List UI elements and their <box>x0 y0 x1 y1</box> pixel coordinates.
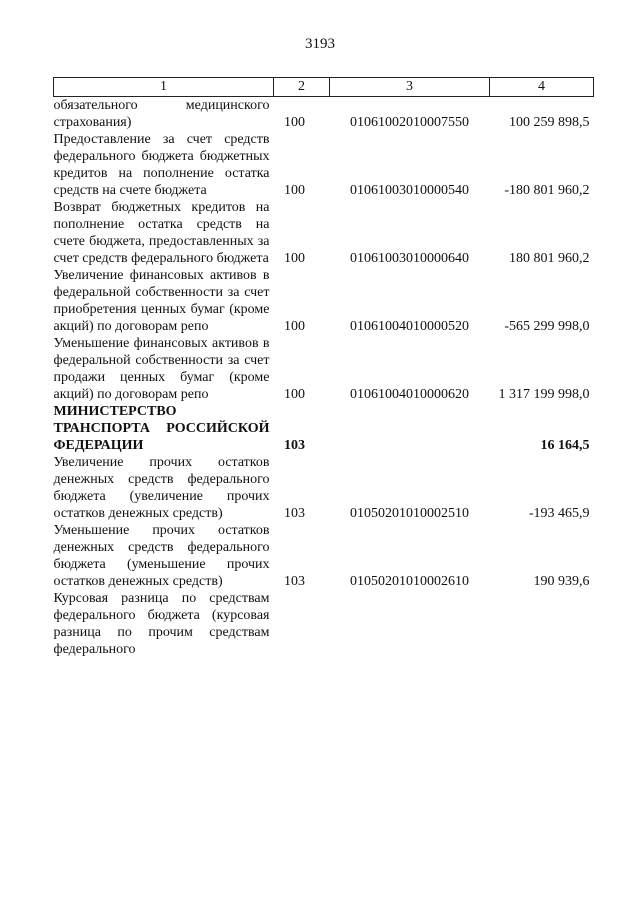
row-code <box>330 590 490 658</box>
table-header-row <box>54 78 594 97</box>
table-row <box>54 454 594 522</box>
row-col2: 100 <box>284 319 305 334</box>
row-col2: 100 <box>284 115 305 130</box>
row-code: 01050201010002610 <box>350 574 469 589</box>
table-row <box>54 267 594 335</box>
row-description: обязательного медицинского страхования) <box>53 98 270 130</box>
ministry-row <box>54 403 594 454</box>
table-row <box>54 199 594 267</box>
row-code: 01061004010000520 <box>350 319 469 334</box>
column-header-4: 4 <box>490 78 594 97</box>
row-amount: 190 939,6 <box>533 574 590 589</box>
row-amount: 180 801 960,2 <box>509 251 590 266</box>
row-code: 01061002010007550 <box>350 115 469 130</box>
page-number: 3193 <box>305 36 335 52</box>
row-description: Курсовая разница по средствам федерального бюджета (курсовая разница по прочим средствам федерального <box>53 591 270 657</box>
ministry-total: 16 164,5 <box>540 438 590 453</box>
column-header-1: 1 <box>54 78 274 97</box>
row-code: 01050201010002510 <box>350 506 469 521</box>
row-amount: -180 801 960,2 <box>504 183 590 198</box>
table-row <box>54 335 594 403</box>
row-description: Увеличение прочих остатков денежных средств федерального бюджета (увеличение прочих остатков денежных средств) <box>53 455 270 521</box>
row-code: 01061004010000620 <box>350 387 469 402</box>
row-amount: 100 259 898,5 <box>509 115 590 130</box>
row-col2: 100 <box>284 183 305 198</box>
row-amount: -565 299 998,0 <box>504 319 590 334</box>
row-amount: -193 465,9 <box>528 506 590 521</box>
row-col2 <box>274 590 330 658</box>
table-row <box>54 97 594 132</box>
row-code <box>330 403 490 454</box>
column-header-2: 2 <box>274 78 330 97</box>
row-col2: 103 <box>284 574 305 589</box>
column-header-3: 3 <box>330 78 490 97</box>
row-col2: 103 <box>284 506 305 521</box>
row-col2: 100 <box>284 387 305 402</box>
row-description: Уменьшение финансовых активов в федеральной собственности за счет продажи ценных бумаг (кроме акций) по договорам репо <box>53 336 270 402</box>
table-row <box>54 522 594 590</box>
row-description: Увеличение финансовых активов в федеральной собственности за счет приобретения ценных бумаг (кроме акций) по договорам репо <box>53 268 270 334</box>
row-col2: 103 <box>284 438 305 453</box>
row-code: 01061003010000540 <box>350 183 469 198</box>
row-amount: 1 317 199 998,0 <box>498 387 590 402</box>
row-col2: 100 <box>284 251 305 266</box>
table-row <box>54 590 594 658</box>
budget-table <box>53 77 594 658</box>
row-code: 01061003010000640 <box>350 251 469 266</box>
table-row <box>54 131 594 199</box>
row-description: Уменьшение прочих остатков денежных средств федерального бюджета (уменьшение прочих остатков денежных средств) <box>53 523 270 589</box>
row-description: Предоставление за счет средств федерального бюджета бюджетных кредитов на пополнение остатка средств на счете бюджета <box>53 132 270 198</box>
ministry-heading: МИНИСТЕРСТВО ТРАНСПОРТА РОССИЙСКОЙ ФЕДЕРАЦИИ <box>53 404 270 453</box>
row-description: Возврат бюджетных кредитов на пополнение остатка средств на счете бюджета, предоставленных за счет средств федерального бюджета <box>53 200 270 266</box>
row-amount <box>490 590 594 658</box>
